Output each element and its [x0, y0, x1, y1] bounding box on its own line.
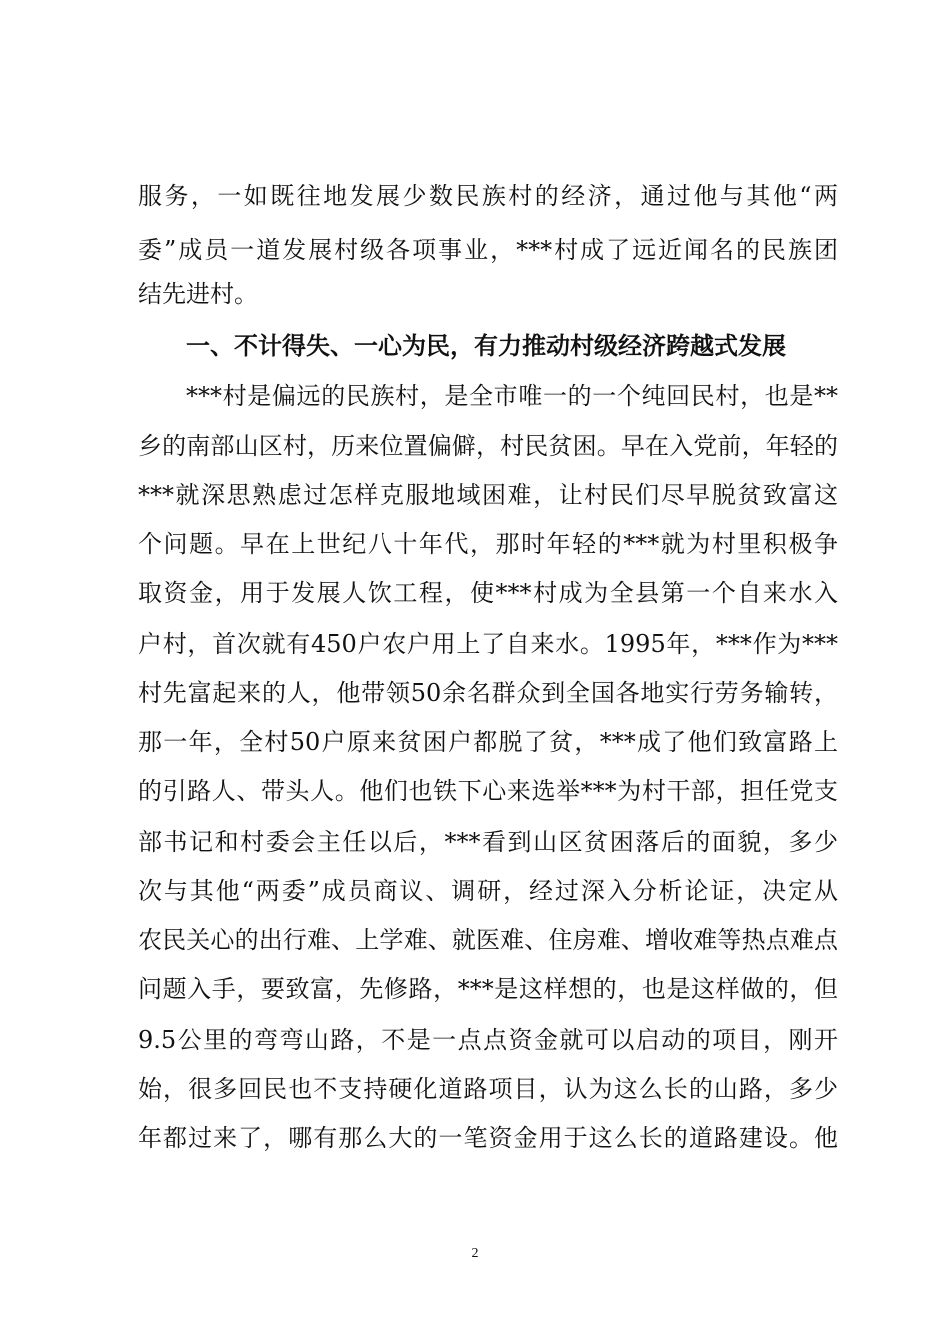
- section-heading: 一、不计得失、一心为民，有力推动村级经济跨越式发展: [186, 332, 786, 360]
- paragraph-line: 户村，首次就有450户农户用上了自来水。1995年，***作为***: [138, 630, 838, 658]
- paragraph-line: 结先进村。: [138, 280, 258, 308]
- paragraph-line: 问题入手，要致富，先修路，***是这样想的，也是这样做的，但: [138, 975, 838, 1003]
- paragraph-line: 部书记和村委会主任以后，***看到山区贫困落后的面貌，多少: [138, 828, 838, 856]
- paragraph-line: 那一年，全村50户原来贫困户都脱了贫，***成了他们致富路上: [138, 728, 838, 756]
- paragraph-line: 委”成员一道发展村级各项事业，***村成了远近闻名的民族团: [138, 236, 838, 264]
- paragraph-line: 的引路人、带头人。他们也铁下心来选举***为村干部，担任党支: [138, 777, 838, 805]
- paragraph-line: ***村是偏远的民族村，是全市唯一的一个纯回民村，也是**: [186, 382, 838, 410]
- paragraph-line: ***就深思熟虑过怎样克服地域困难，让村民们尽早脱贫致富这: [138, 481, 838, 509]
- paragraph-line: 次与其他“两委”成员商议、调研，经过深入分析论证，决定从: [138, 877, 838, 905]
- paragraph-line: 取资金，用于发展人饮工程，使***村成为全县第一个自来水入: [138, 579, 838, 607]
- paragraph-line: 9.5公里的弯弯山路，不是一点点资金就可以启动的项目，刚开: [138, 1026, 838, 1054]
- paragraph-line: 农民关心的出行难、上学难、就医难、住房难、增收难等热点难点: [138, 926, 838, 954]
- paragraph-line: 服务，一如既往地发展少数民族村的经济，通过他与其他“两: [138, 182, 838, 210]
- page-number: 2: [471, 1246, 479, 1261]
- paragraph-line: 村先富起来的人，他带领50余名群众到全国各地实行劳务输转，: [138, 679, 838, 707]
- paragraph-line: 乡的南部山区村，历来位置偏僻，村民贫困。早在入党前，年轻的: [138, 432, 838, 460]
- paragraph-line: 个问题。早在上世纪八十年代，那时年轻的***就为村里积极争: [138, 530, 838, 558]
- paragraph-line: 年都过来了，哪有那么大的一笔资金用于这么长的道路建设。他: [138, 1124, 838, 1152]
- paragraph-line: 始，很多回民也不支持硬化道路项目，认为这么长的山路，多少: [138, 1075, 838, 1103]
